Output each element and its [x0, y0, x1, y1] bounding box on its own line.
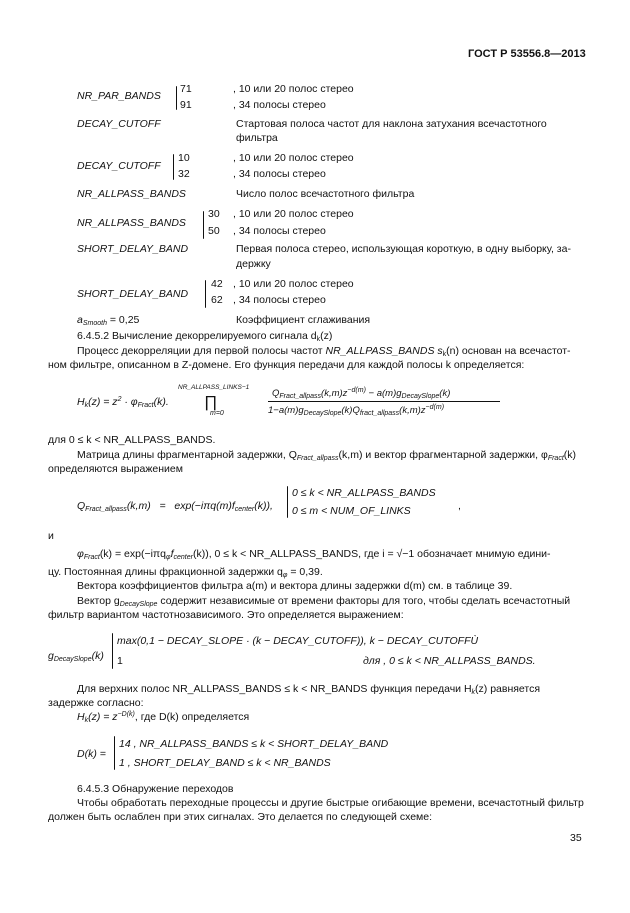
section-heading: 6.4.5.3 Обнаружение переходов [77, 783, 234, 795]
case-desc: , 34 полосы стерео [233, 294, 326, 306]
brace [173, 154, 174, 180]
paragraph-line: Вектора коэффициентов фильтра a(m) и вектора длины задержки d(m) см. в таблице 39. [77, 580, 513, 592]
case-desc: , 10 или 20 полос стерео [233, 278, 354, 290]
def-desc: Число полос всечастотного фильтра [236, 188, 415, 200]
def-desc: Первая полоса стерео, использующая короткую, в одну выборку, за- [236, 243, 571, 255]
paragraph-line: Для верхних полос NR_ALLPASS_BANDS ≤ k < NR_BANDS функция передачи $H_k(z)$ равняется [77, 683, 541, 696]
def-symbol: NR_ALLPASS_BANDS [77, 217, 186, 229]
def-desc: Коэффициент сглаживания [236, 314, 371, 326]
paragraph-line: ном фильтре, описанном в Z-домене. Его функция передачи для каждой полосы k определяется: [48, 359, 525, 371]
paragraph-line: цу. Постоянная длины фракционной задержки $q_\varphi = 0,39$. [48, 566, 323, 579]
paragraph-line: $H_k(z) = z^{-D(k)}$, где D(k) определяется [77, 711, 250, 724]
case-value: 62 [211, 294, 223, 306]
def-symbol: NR_PAR_BANDS [77, 90, 161, 102]
def-desc: держку [236, 258, 271, 270]
paragraph-line: должен быть ослаблен при этих сигналах. Это делается по следующей схеме: [48, 811, 433, 823]
paragraph-line: для 0 ≤ k < NR_ALLPASS_BANDS. [48, 434, 216, 446]
brace [176, 86, 177, 110]
def-symbol: SHORT_DELAY_BAND [77, 243, 189, 255]
def-desc: Стартовая полоса частот для наклона затухания всечастотного [236, 118, 547, 130]
def-symbol: DECAY_CUTOFF [77, 118, 161, 130]
case-value: 71 [180, 83, 192, 95]
paragraph-line: $\varphi_{Fract}(k) = \exp(-i\pi q_\varphi f_{center}(k))$, 0 ≤ k < NR_ALLPASS_BANDS, где i = √−1 обозначает мнимую едини- [77, 548, 551, 561]
def-symbol: SHORT_DELAY_BAND [77, 288, 189, 300]
case-desc: , 34 полосы стерео [233, 225, 326, 237]
def-symbol: NR_ALLPASS_BANDS [77, 188, 186, 200]
page-number: 35 [570, 832, 582, 844]
def-desc: фильтра [236, 132, 278, 144]
def-symbol: $a_{Smooth} = 0,25$ [77, 314, 140, 327]
standard-header: ГОСТ Р 53556.8—2013 [468, 48, 586, 60]
paragraph-line: Чтобы обработать переходные процессы и другие быстрые огибающие времени, всечастотный фильтр [77, 797, 584, 809]
paragraph-line: Вектор $g_{DecaySlope}$ содержит независимые от времени факторы для того, чтобы сделать всечастотный [77, 595, 571, 608]
paragraph-line: определяются выражением [48, 463, 183, 475]
def-symbol: DECAY_CUTOFF [77, 160, 161, 172]
case-desc: , 34 полосы стерео [233, 99, 326, 111]
paragraph-line: Процесс декорреляции для первой полосы частот NR_ALLPASS_BANDS $s_k(n)$ основан на всечастот- [77, 345, 571, 358]
paragraph-line: задержке согласно: [48, 697, 144, 709]
section-heading: 6.4.5.2 Вычисление декоррелируемого сигнала $d_k(z)$ [77, 330, 333, 343]
case-value: 32 [178, 168, 190, 180]
paragraph-line: фильтр вариантом частотнозависимого. Это определяется выражением: [48, 609, 404, 621]
brace [205, 280, 206, 308]
brace [203, 211, 204, 239]
case-desc: , 10 или 20 полос стерео [233, 152, 354, 164]
case-desc: , 10 или 20 полос стерео [233, 208, 354, 220]
paragraph-line: и [48, 530, 54, 542]
case-value: 91 [180, 99, 192, 111]
case-desc: , 10 или 20 полос стерео [233, 83, 354, 95]
case-value: 42 [211, 278, 223, 290]
case-desc: , 34 полосы стерео [233, 168, 326, 180]
paragraph-line: Матрица длины фрагментарной задержки, $Q_{Fract\_allpass}(k,m)$ и вектор фрагментарной задержки, $\varphi_{Fract}(k)$ [77, 449, 577, 462]
case-value: 10 [178, 152, 190, 164]
case-value: 30 [208, 208, 220, 220]
case-value: 50 [208, 225, 220, 237]
